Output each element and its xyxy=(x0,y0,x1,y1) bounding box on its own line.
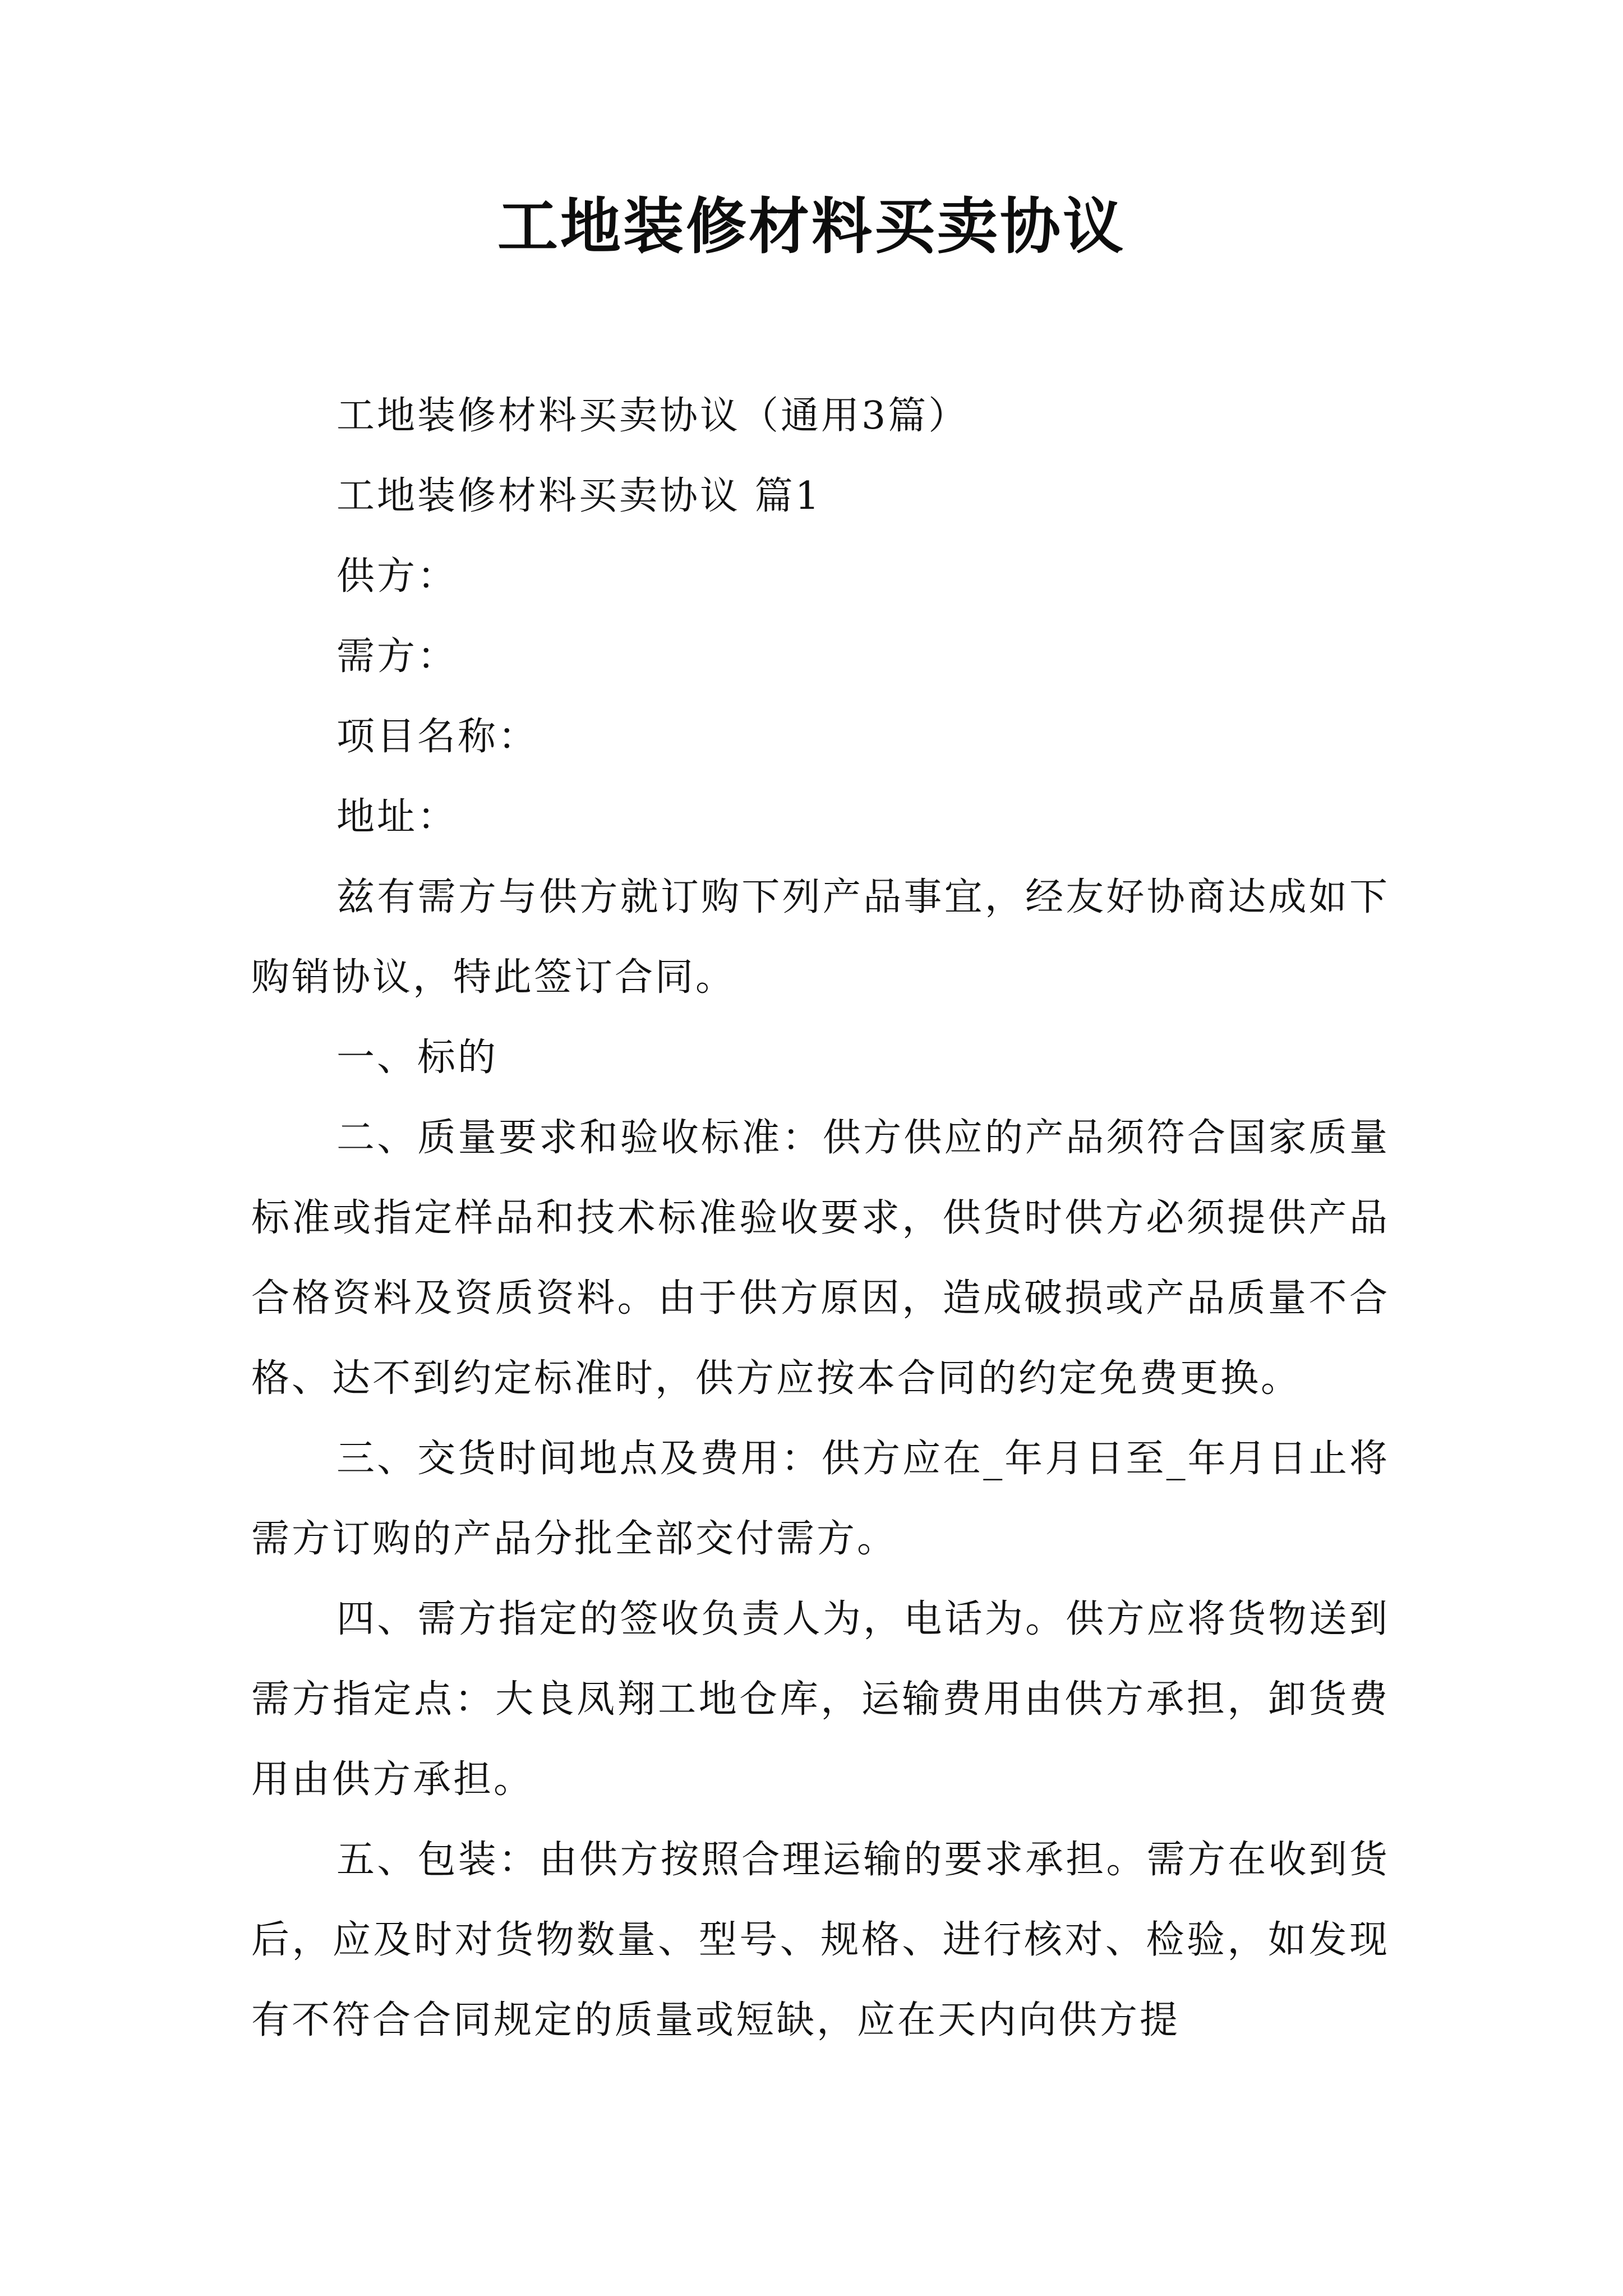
paragraph-section-heading: 工地装修材料买卖协议 篇1 xyxy=(336,474,822,518)
paragraph-project-name: 项目名称： xyxy=(336,715,539,759)
paragraph-clause-3: 三、交货时间地点及费用：供方应在_年月日至_年月日止将需方订购的产品分批全部交付需方。 xyxy=(251,1437,1390,1561)
paragraph-supplier: 供方： xyxy=(336,554,458,599)
paragraph-clause-4: 四、需方指定的签收负责人为，电话为。供方应将货物送到需方指定点：大良凤翔工地仓库，运输费用由供方承担，卸货费用由供方承担。 xyxy=(251,1597,1390,1802)
document-title: 工地装修材料买卖协议 xyxy=(497,192,1126,262)
paragraph-clause-5: 五、包装：由供方按照合理运输的要求承担。需方在收到货后，应及时对货物数量、型号、规格、进行核对、检验，如发现有不符合合同规定的质量或短缺，应在天内向供方提 xyxy=(251,1838,1390,2042)
paragraph-clause-2: 二、质量要求和验收标准：供方供应的产品须符合国家质量标准或指定样品和技术标准验收要求，供货时供方必须提供产品合格资料及资质资料。由于供方原因，造成破损或产品质量不合格、达不到约定标准时，供方应按本合同的约定免费更换。 xyxy=(251,1116,1390,1401)
paragraph-preamble: 兹有需方与供方就订购下列产品事宜，经友好协商达成如下购销协议，特此签订合同。 xyxy=(251,875,1390,1000)
paragraph-buyer: 需方： xyxy=(336,634,458,679)
paragraph-clause-1: 一、标的 xyxy=(336,1036,499,1080)
paragraph-address: 地址： xyxy=(336,795,458,839)
document-body xyxy=(251,376,1390,2060)
paragraph-subtitle: 工地装修材料买卖协议（通用3篇） xyxy=(336,394,969,438)
